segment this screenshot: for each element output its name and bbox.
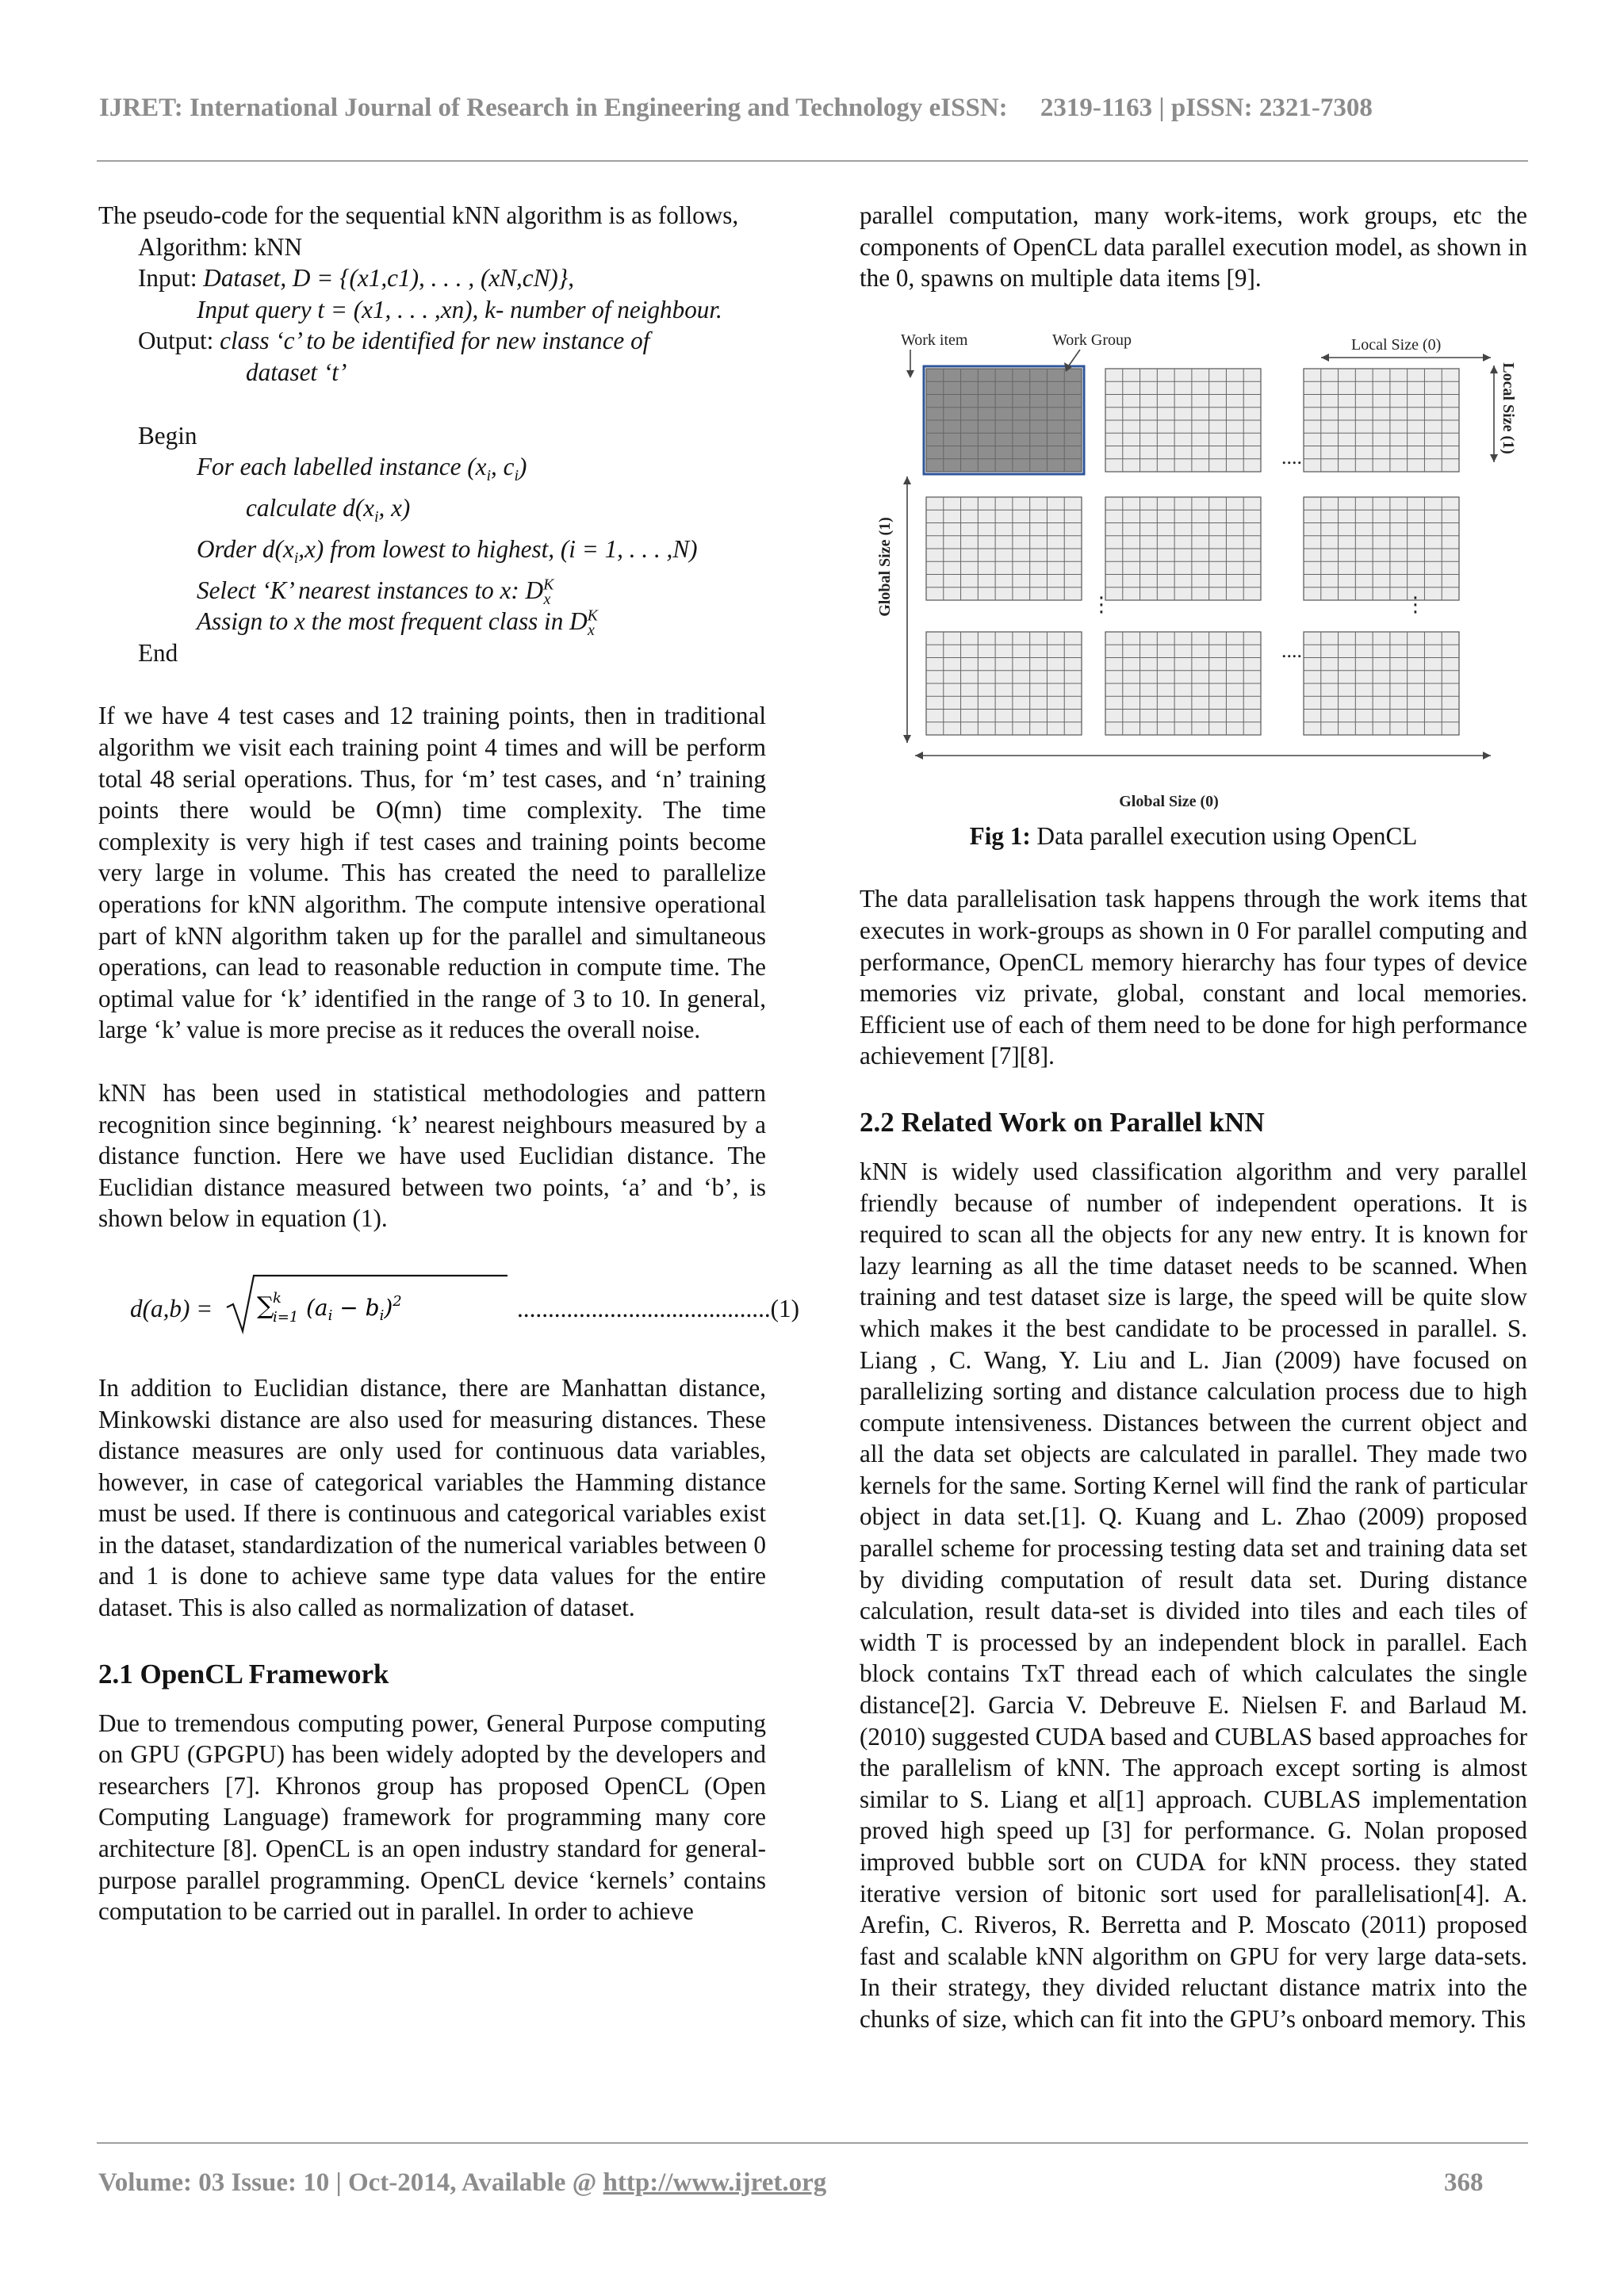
ellipsis-top: .... — [1281, 445, 1302, 469]
left-column — [98, 200, 800, 1927]
paragraph-data-parallelisation: The data parallelisation task happens through the work items that executes in work-groups as shown in 0 For parallel computing and performance, OpenCL memory hierarchy has four types of device memories viz private, global, constant and local memories. Efficient use of each of them need to be done for high performance achievement [7][8]. — [860, 885, 1527, 1070]
algo-step-foreach: For each labelled instance ($x_i$, $c_i$) — [197, 453, 527, 485]
work-group-block — [1105, 632, 1261, 735]
paragraph-parallel-computation: parallel computation, many work-items, work groups, etc the components of OpenCL data parallel execution model, as shown in the 0, spawns on multiple data items [9]. — [860, 201, 1527, 293]
page-number: 368 — [1444, 2168, 1484, 2197]
journal-footer — [98, 2168, 1526, 2198]
paragraph-distance: kNN has been used in statistical methodologies and pattern recognition since beginning. ‘k’ nearest neighbours measured by a distance function. Here we have used Euclidian distance. The Euclidian distance measured between two points, ‘a’ and ‘b’, is shown below in equation (1). — [98, 1078, 766, 1233]
algo-output — [98, 325, 766, 357]
work-group-pointer — [1069, 350, 1080, 365]
sum-lower: i=1 — [273, 1308, 299, 1326]
output-text: class ‘c’ to be identified for new instance of — [220, 327, 650, 355]
equation-lhs: d(a,b) = — [130, 1294, 213, 1322]
algo-step-calculate: calculate $d(x_i$, x) — [246, 493, 411, 526]
svg-text:(ai − bi)2: $(a_i - b_i)^2$ — [306, 1292, 402, 1324]
output-label: Output: — [138, 327, 214, 355]
algo-step-assign: Assign to x the most frequent class in $D^K_x$ — [197, 607, 598, 640]
figure-opencl-ndrange — [860, 321, 1527, 813]
vdots-right: ⋮ — [1405, 592, 1426, 617]
algo-title: Algorithm: kNN — [138, 232, 303, 261]
journal-link[interactable]: http://www.ijret.org — [603, 2168, 827, 2197]
ellipsis-bottom: .... — [1281, 638, 1302, 662]
local-size-1-label: Local Size (1) — [1500, 362, 1517, 454]
right-column — [860, 200, 1527, 2035]
work-group-block — [1304, 497, 1459, 600]
global-size-1-label: Global Size (1) — [876, 517, 894, 617]
equation-number: .........................................(1) — [517, 1294, 800, 1322]
paragraph-complexity: If we have 4 test cases and 12 training points, then in traditional algorithm we visit each training point 4 times and will be perform total 48 serial operations. Thus, for ‘m’ test cases, and ‘n’ training points there would be O(mn) time complexity. The time complexity is very high if test cases and training points become very large in volume. This has created the need to parallelize operations for kNN algorithm. The compute intensive operational part of kNN algorithm taken up for the parallel and simultaneous operations, can lead to reasonable reduction in compute time. The optimal value for ‘k’ identified in the range of 3 to 10. In general, large ‘k’ value is more precise as it reduces the overall noise. — [98, 702, 766, 1044]
figure-caption: Fig 1: Data parallel execution using OpenCL — [969, 821, 1418, 850]
work-group-block — [926, 497, 1082, 600]
work-group-block — [1105, 369, 1261, 472]
algo-begin: Begin — [138, 421, 197, 450]
algo-output-cont: dataset ‘t’ — [246, 358, 347, 386]
intro-paragraph: The pseudo-code for the sequential kNN algorithm is as follows, — [98, 201, 739, 229]
work-group-label: Work Group — [1052, 331, 1132, 349]
footer-rule — [97, 2142, 1528, 2144]
section-heading-related-work: 2.2 Related Work on Parallel kNN — [860, 1106, 1265, 1138]
journal-header: IJRET: International Journal of Research in Engineering and Technology eISSN: 2319-1163 | pISSN: 2321-7308 — [99, 94, 1373, 122]
paragraph-other-distances: In addition to Euclidian distance, there are Manhattan distance, Minkowski distance are also used for measuring distances. These distance measures are only used for continuous data variables, however, in case of categorical variables the Hamming distance must be used. If there is continuous and categorical variables exist in the dataset, standardization of the numerical variables between 0 and 1 is done to achieve same type data values for the entire dataset. This is also called as normalization of dataset. — [98, 1373, 766, 1622]
sum-symbol: ∑ — [257, 1292, 274, 1320]
algo-step-select: Select ‘K’ nearest instances to x: $D^K_x$ — [197, 576, 554, 608]
footer-text: Volume: 03 Issue: 10 | Oct-2014, Available @ — [98, 2168, 603, 2197]
input-dataset: Dataset, D = {(x1,c1), . . . , (xN,cN)}, — [203, 264, 575, 293]
equation-1 — [98, 1272, 800, 1344]
ndrange-diagram — [860, 321, 1527, 813]
header-rule — [97, 160, 1528, 162]
section-heading-opencl: 2.1 OpenCL Framework — [98, 1658, 389, 1689]
vdots-left: ⋮ — [1091, 592, 1112, 617]
algo-input — [98, 262, 766, 294]
sum-upper: k — [273, 1289, 282, 1307]
input-label: Input: — [138, 264, 197, 293]
global-size-0-label: Global Size (0) — [1119, 792, 1219, 810]
local-size-0-label: Local Size (0) — [1351, 335, 1442, 354]
work-group-block — [1105, 497, 1261, 600]
paragraph-opencl: Due to tremendous computing power, General Purpose computing on GPU (GPGPU) has been widely adopted by the developers and researchers [7]. Khronos group has proposed OpenCL (Open Computing Language) framework for programming many core architecture [8]. OpenCL is an open industry standard for general-purpose parallel programming. OpenCL device ‘kernels’ contains computation to be carried out in parallel. In order to achieve — [98, 1709, 766, 1926]
algo-input-query: Input query t = (x1, . . . ,xn), k- number of neighbour. — [197, 295, 722, 323]
paragraph-related-work: kNN is widely used classification algorithm and very parallel friendly because of number of independent operations. It is required to scan all the objects for any new entry. It is known for lazy learning as all the time dataset needs to be scanned. When training and test dataset size is large, the speed will be quite slow which makes it the best candidate to be processed in parallel. S. Liang , C. Wang, Y. Liu and L. Jian (2009) have focused on parallelizing sorting and distance calculation process due to high compute intensiveness. Distances between the current object and all the data set objects are calculated in parallel. They made two kernels for the same. Sorting Kernel will find the rank of particular object in data set.[1]. Q. Kuang and L. Zhao (2009) proposed parallel scheme for processing testing data set and training data set by dividing computation of result data set. During distance calculation, result data-set is divided into tiles and each tiles of width T is processed by an independent block in parallel. Each block contains TxT thread each of which calculates the single distance[2]. Garcia V. Debreuve E. Nielsen F. and Barlaud M. (2010) suggested CUDA based and CUBLAS based approaches for the parallelism of kNN. The approach except sorting is almost similar to S. Liang et al[1] approach. CUBLAS implementation proved high speed up [3] for performance. G. Nolan proposed improved bubble sort on CUDA for kNN process. they stated iterative version of bitonic sort used for parallelisation[4]. A. Arefin, C. Riveros, R. Berretta and P. Moscato (2011) proposed fast and scalable kNN algorithm on GPU for very large data-sets. In their strategy, they divided reluctant distance matrix into the chunks of size, which can fit into the GPU’s onboard memory. This — [860, 1157, 1527, 2033]
equation-radical — [225, 1272, 511, 1336]
work-item-label: Work item — [901, 331, 968, 349]
work-group-block — [924, 366, 1084, 474]
work-group-block — [926, 632, 1082, 735]
work-group-block — [1304, 632, 1459, 735]
algo-step-order: Order $d(x_i,x)$ from lowest to highest, (i = 1, . . . ,N) — [197, 534, 698, 568]
pseudocode-block — [98, 232, 766, 669]
algo-end: End — [138, 638, 178, 667]
work-group-block — [1304, 369, 1459, 472]
